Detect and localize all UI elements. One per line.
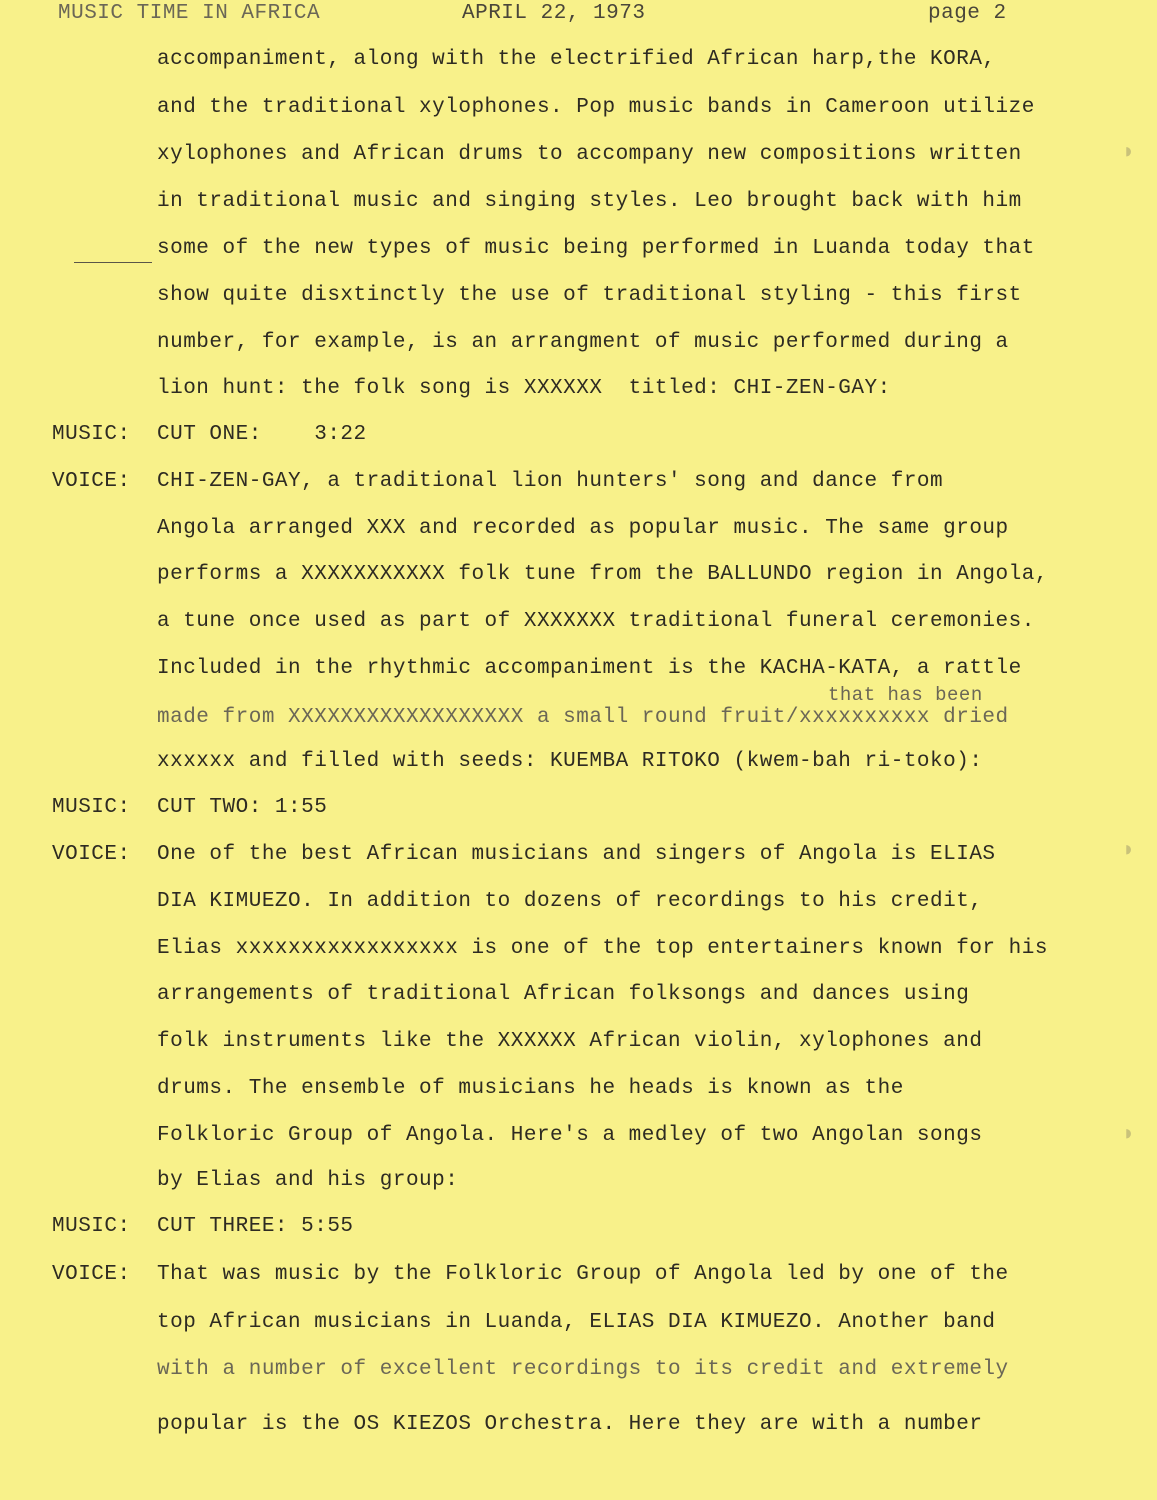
music-cut-two: CUT TWO: 1:55 <box>157 796 328 819</box>
text-line: Folkloric Group of Angola. Here's a medley of two Angolan songs <box>157 1124 983 1147</box>
text-line: and the traditional xylophones. Pop music bands in Cameroon utilize <box>157 96 1035 119</box>
margin-rule <box>74 262 152 263</box>
text-line: xxxxxx and filled with seeds: KUEMBA RITOKO (kwem-bah ri-toko): <box>157 750 983 773</box>
voice-label: VOICE: <box>52 1263 131 1286</box>
text-line: One of the best African musicians and singers of Angola is ELIAS <box>157 843 996 866</box>
text-line: DIA KIMUEZO. In addition to dozens of recordings to his credit, <box>157 890 983 913</box>
text-line: xylophones and African drums to accompany new compositions written <box>157 143 1022 166</box>
header-date: APRIL 22, 1973 <box>462 2 646 25</box>
text-line: arrangements of traditional African folksongs and dances using <box>157 983 970 1006</box>
voice-label: VOICE: <box>52 470 131 493</box>
text-line: show quite disxtinctly the use of traditional styling - this first <box>157 284 1022 307</box>
text-line: Included in the rhythmic accompaniment is the KACHA-KATA, a rattle <box>157 657 1022 680</box>
voice-label: VOICE: <box>52 843 131 866</box>
binding-hole-mark: ◗ <box>1122 838 1136 863</box>
music-cut-one: CUT ONE: 3:22 <box>157 423 367 446</box>
text-line: performs a XXXXXXXXXXX folk tune from the BALLUNDO region in Angola, <box>157 563 1048 586</box>
text-line: Elias xxxxxxxxxxxxxxxxx is one of the top entertainers known for his <box>157 937 1048 960</box>
binding-hole-mark: ◗ <box>1122 140 1136 165</box>
text-line: CHI-ZEN-GAY, a traditional lion hunters' song and dance from <box>157 470 944 493</box>
text-line: by Elias and his group: <box>157 1169 459 1192</box>
text-line: in traditional music and singing styles. Leo brought back with him <box>157 190 1022 213</box>
handwritten-insertion: that has been <box>828 684 983 706</box>
text-line: some of the new types of music being performed in Luanda today that <box>157 237 1035 260</box>
header-program-title: MUSIC TIME IN AFRICA <box>58 2 321 25</box>
text-line: Angola arranged XXX and recorded as popular music. The same group <box>157 517 1009 540</box>
music-label: MUSIC: <box>52 1215 131 1238</box>
text-line: folk instruments like the XXXXXX African violin, xylophones and <box>157 1030 983 1053</box>
text-line: accompaniment, along with the electrified African harp,the KORA, <box>157 48 996 71</box>
music-label: MUSIC: <box>52 423 131 446</box>
text-line: drums. The ensemble of musicians he heads is known as the <box>157 1077 904 1100</box>
text-line: a tune once used as part of XXXXXXX traditional funeral ceremonies. <box>157 610 1035 633</box>
text-line: with a number of excellent recordings to its credit and extremely <box>157 1358 1009 1381</box>
text-line: number, for example, is an arrangment of music performed during a <box>157 331 1009 354</box>
binding-hole-mark: ◗ <box>1122 1122 1136 1147</box>
text-line: top African musicians in Luanda, ELIAS DIA KIMUEZO. Another band <box>157 1311 996 1334</box>
music-cut-three: CUT THREE: 5:55 <box>157 1215 354 1238</box>
text-line: made from XXXXXXXXXXXXXXXXXX a small round fruit/xxxxxxxxxx dried <box>157 706 1009 729</box>
text-line: popular is the OS KIEZOS Orchestra. Here they are with a number <box>157 1413 983 1436</box>
music-label: MUSIC: <box>52 796 131 819</box>
text-line: That was music by the Folkloric Group of Angola led by one of the <box>157 1263 1009 1286</box>
text-line: lion hunt: the folk song is XXXXXX titled: CHI-ZEN-GAY: <box>157 377 891 400</box>
header-page-number: page 2 <box>928 2 1007 25</box>
